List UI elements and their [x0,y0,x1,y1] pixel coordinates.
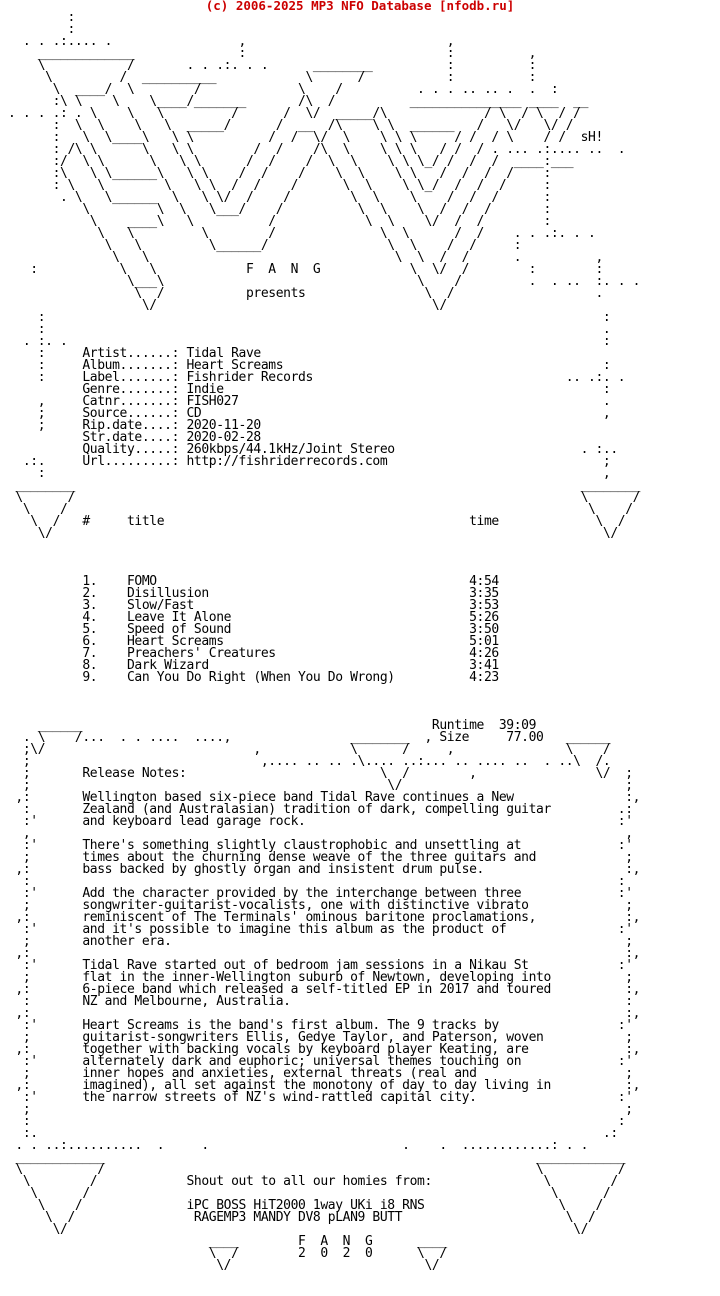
site-copyright-header: (c) 2006-2025 MP3 NFO Database [nfodb.ru] [205,0,515,13]
nfo-ascii-document: : : . . .:.... . , , _____________ : : , \ / . . .:. . . ________ : : \ / __________ \ / : : \ ____/ \ / \ / . . . .. .. . . : :\ \ \ \____/_______ /\ / _______________ ____ __ . . . .: . \ \ \ / / \/ _____/\ / \ / \ / / : \ \ \ \ _____/ / __ /\ \ \ ______ / \/ \/ / : \ \____\ \ \ / / \/ \ \ \ \ / / / \ / / sH! : /\ \ \ \ \ / / /\ \ \ \ \ / / / . ... .:.... .. . :/ \ \ \ \ \ / / / \ \ \ \ \_/ / / / ____:___ :\ \ \______\ \ \ / / / \ \ \ \ / / / / : : \ \ \ \ \ / / / \ \ \ \_/ / / / : . \ \______ \ \ \/ / / \ \ \ / / / : \ \ \ \___/ / \ \ \ / / / : \ ____\ \ / \ \ \/ / / : \ \ \ / \ \ / / . . .:. . . \ \ \______/ \ \ / / : \ \ \ \ / / . , : \ \ F A N G \ \/ / : : \___\ \ / . . .. :. . . \ / presents \ / . \/ \/ : : : . . :. . : : Artist......: Tidal Rave : Album.......: Heart Screams : : Label.......: Fishrider Records .. .:. . Genre.......: Indie : , Catnr.......: FISH027 . ; Source......: CD , ; Rip.date....: 2020-11-20 Str.date....: 2020-02-28 Quality.....: 260kbps/44.1kHz/Joint Stereo . :.. .:. Url.........: http://fishriderrecords.com ; : , ________ ________ \ / \ / \ / \ / \ / # title time \ / \/ \/ 1. FOMO 4:54 2. Disillusion 3:35 3. Slow/Fast 3:53 4. Leave It Alone 5:26 5. Speed of Sound 3:50 6. Heart Screams 5:01 7. Preachers' Creatures 4:26 8. Dark Wizard 3:41 9. Can You Do Right (When You Do Wrong) 4:23 ______ Runtime 39:09 . \ /... . . .... ...., ________ , Size 77.00 ______ ;\/ , \ / , \ / ; ,.... .. .. .\.... ..:... .. .... .. . ..\ /. ; Release Notes: \ / , \/ ; ; \/ ; ,: Wellington based six-piece band Tidal Rave continues a New :, : Zealand (and Australasian) tradition of dark, compelling guitar .: :' and keyboard lead garage rock. :' , , :' There's something slightly claustrophobic and unsettling at :' ; times about the churning dense weave of the three guitars and ; ,: bass backed by ghostly organ and insistent drum pulse. :, : : :' Add the character provided by the interchange between three :' ; songwriter-guitarist-vocalists, one with distinctive vibrato ; ,: reminiscent of The Terminals' ominous baritone proclamations, :, :' and it's possible to imagine this album as the product of :' ; another era. ; ,: :, :' Tidal Rave started out of bedroom jam sessions in a Nikau St :' ; flat in the inner-Wellington suburb of Newtown, developing into ; ,: 6-piece band which released a self-titled EP in 2017 and toured :, : NZ and Melbourne, Australia. : ,: :, :' Heart Screams is the band's first album. The 9 tracks by :' ; guitarist-songwriters Ellis, Gedye Taylor, and Paterson, woven ; ,: together with backing vocals by keyboard player Keating, are :, :' alternately dark and euphoric; universal themes touching on :' ; inner hopes and anxieties, external threats (real and ; ,: imagined), all set against the monotony of day to day living in :, :' the narrow streets of NZ's wind-rattled capital city. :' ; ; : : :. .: . . ..:.......... . . . . ............: . . ____________ ____________ \ / \ / \ / Shout out to all our homies from: \ / \ / \ / \ / iPC BOSS HiT2000 1way UKi i8 RNS \ / \ / RAGEMP3 MANDY DV8 pLAN9 BUTT \ / \/ \/ ____ F A N G ____ \ / 2 0 2 0 \ / \/ \/ [8,10,641,1273]
